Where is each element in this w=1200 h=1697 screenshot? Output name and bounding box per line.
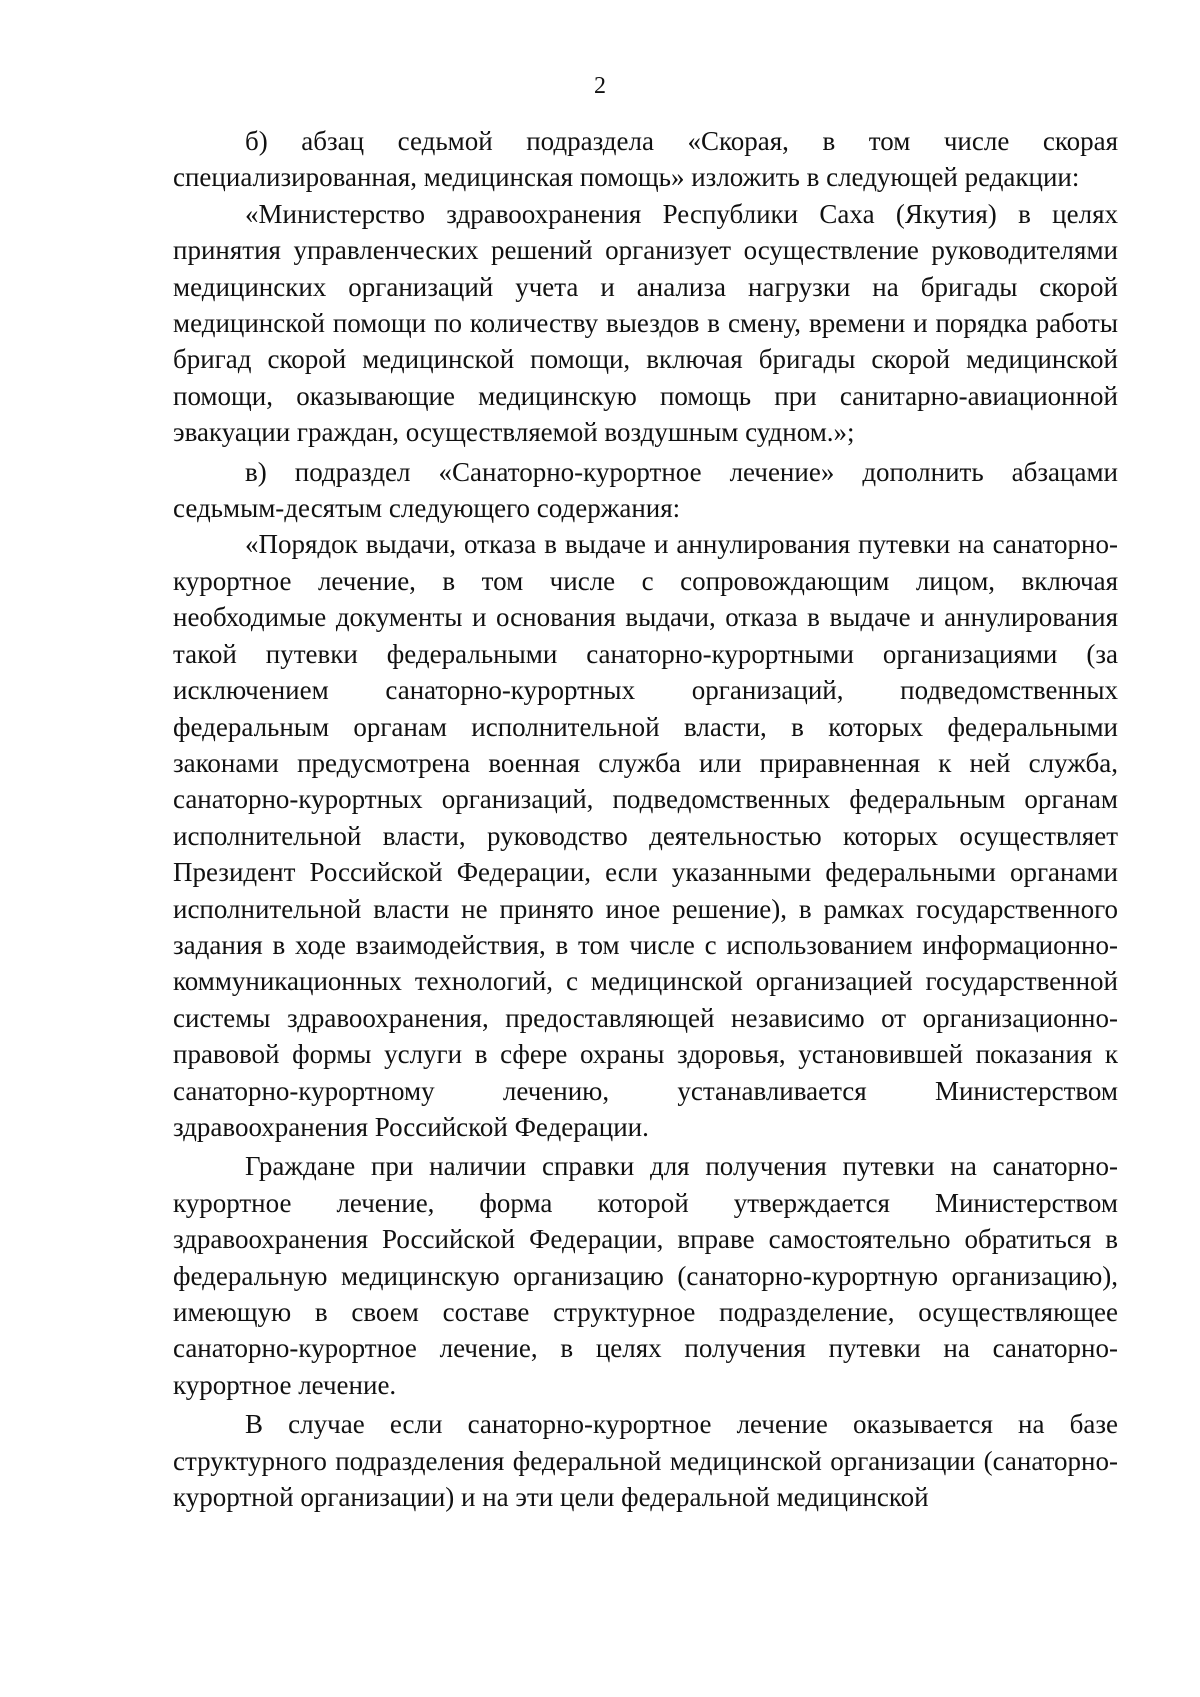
paragraph-order-quote: «Порядок выдачи, отказа в выдаче и аннулирования путевки на санаторно-курортное лечение, в том числе с сопровождающим лицом, включая необходимые документы и основания выдачи, отказа в выдаче и аннулирования такой путевки федеральными санаторно-курортными организациями (за исключением санаторно-курортных организаций, подведомственных федеральным органам исполнительной власти, в которых федеральными законами предусмотрена военная служба или приравненная к ней служба, санаторно-курортных организаций, подведомственных федеральным органам исполнительной власти, руководство деятельностью которых осуществляет Президент Российской Федерации, если указанными федеральными органами исполнительной власти не принято иное решение), в рамках государственного задания в ходе взаимодействия, в том числе с использованием информационно-коммуникационных технологий, с медицинской организацией государственной системы здравоохранения, предоставляющей независимо от организационно-правовой формы услуги в сфере охраны здоровья, установившей показания к санаторно-курортному лечению, устанавливается Министерством здравоохранения Российской Федерации.: [173, 529, 1118, 1142]
document-body: [173, 123, 1118, 1515]
paragraph-ministry-quote: «Министерство здравоохранения Республики Саха (Якутия) в целях принятия управленческих решений организует осуществление руководителями медицинских организаций учета и анализа нагрузки на бригады скорой медицинской помощи по количеству выездов в смену, времени и порядка работы бригад скорой медицинской помощи, включая бригады скорой медицинской помощи, оказывающие медицинскую помощь при санитарно-авиационной эвакуации граждан, осуществляемой воздушным судном.»;: [173, 198, 1118, 448]
page-number: 2: [594, 73, 606, 99]
paragraph-citizens: Граждане при наличии справки для получения путевки на санаторно-курортное лечение, форма которой утверждается Министерством здравоохранения Российской Федерации, вправе самостоятельно обратиться в федеральную медицинскую организацию (санаторно-курортную организацию), имеющую в своем составе структурное подразделение, осуществляющее санаторно-курортное лечение, в целях получения путевки на санаторно-курортное лечение.: [173, 1151, 1118, 1400]
paragraph-b: б) абзац седьмой подраздела «Скорая, в том числе скорая специализированная, медицинская помощь» изложить в следующей редакции:: [173, 126, 1118, 193]
paragraph-v: в) подраздел «Санаторно-курортное лечение» дополнить абзацами седьмым-десятым следующего содержания:: [173, 456, 1118, 524]
paragraph-in-case: В случае если санаторно-курортное лечение оказывается на базе структурного подразделения федеральной медицинской организации (санаторно-курортной организации) и на эти цели федеральной медицинской: [173, 1409, 1118, 1513]
